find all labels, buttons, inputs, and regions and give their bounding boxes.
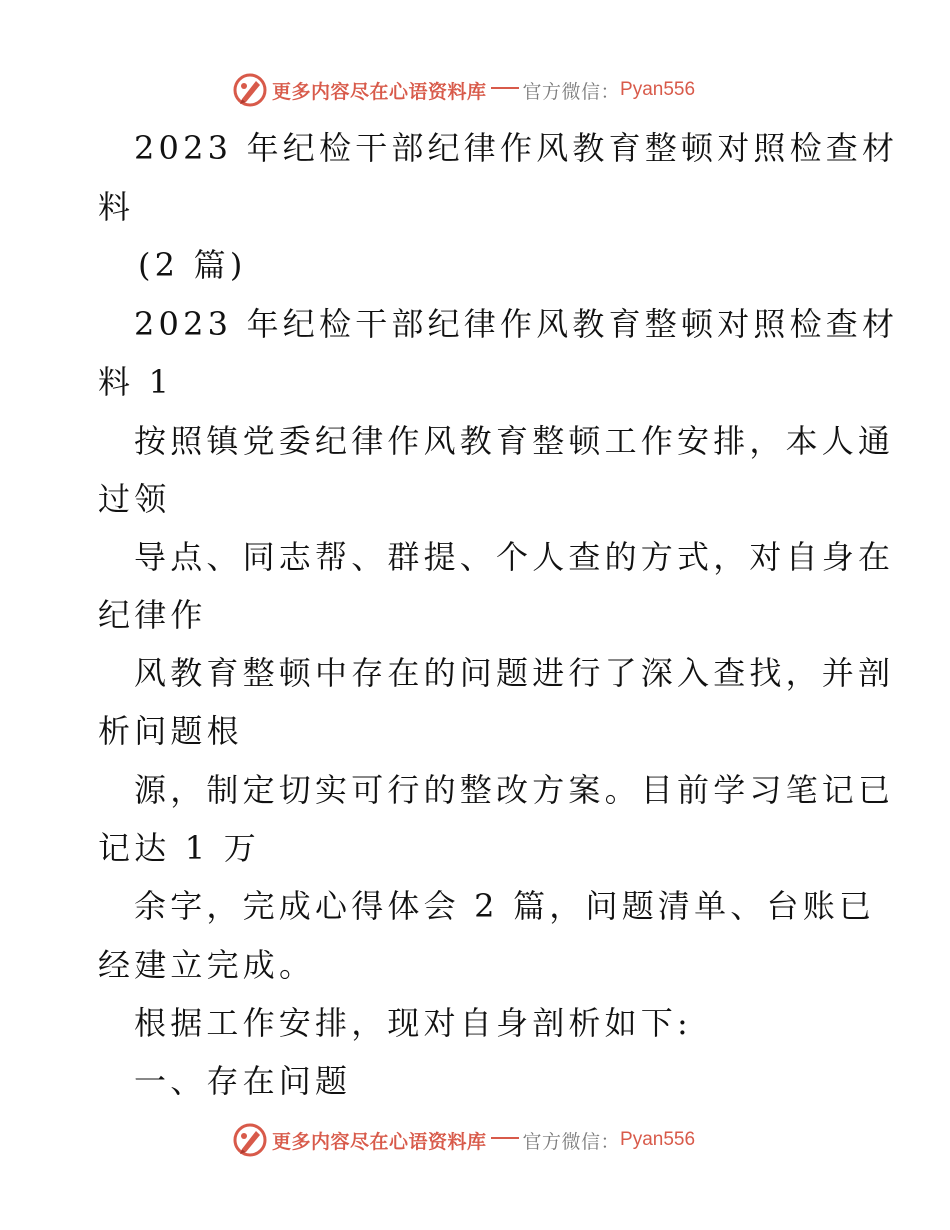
watermark-label: 官方微信： [522,80,621,103]
paragraph-1-line2: 过领 [98,480,171,518]
paragraph-5-line2: 经建立完成。 [98,946,316,984]
section-title-line2: 料 1 [98,363,174,401]
watermark-dash [491,87,519,89]
watermark-brand: 更多内容尽在心语资料库 [272,80,487,103]
watermark-brand: 更多内容尽在心语资料库 [272,1130,487,1153]
watermark-id: Pyan556 [620,1129,696,1150]
doc-title-line2: 料 [98,188,135,226]
paragraph-3-line1: 风教育整顿中存在的问题进行了深入查找，并剖 [134,654,895,692]
watermark-footer [232,1122,695,1158]
paragraph-6: 根据工作安排，现对自身剖析如下: [134,1004,692,1042]
paragraph-4-line2: 记达 1 万 [98,829,260,867]
heading-existing-problems: 一、存在问题 [134,1062,352,1100]
watermark-dash [491,1137,519,1139]
paragraph-4-line1: 源，制定切实可行的整改方案。目前学习笔记已 [134,771,895,809]
pen-logo-icon [232,72,268,108]
watermark-header [232,72,695,108]
section-title-line1: 2023 年纪检干部纪律作风教育整顿对照检查材 [134,305,899,343]
pen-logo-icon [232,1122,268,1158]
watermark-label: 官方微信： [522,1130,621,1153]
paragraph-2-line1: 导点、同志帮、群提、个人查的方式，对自身在 [134,538,895,576]
doc-title-count: (2 篇) [138,246,247,284]
paragraph-3-line2: 析问题根 [98,712,243,750]
paragraph-1-line1: 按照镇党委纪律作风教育整顿工作安排，本人通 [134,422,895,460]
paragraph-2-line2: 纪律作 [98,596,207,634]
doc-title-line1: 2023 年纪检干部纪律作风教育整顿对照检查材 [134,129,899,167]
watermark-id: Pyan556 [620,79,696,100]
paragraph-5-line1: 余字，完成心得体会 2 篇，问题清单、台账已 [134,887,876,925]
